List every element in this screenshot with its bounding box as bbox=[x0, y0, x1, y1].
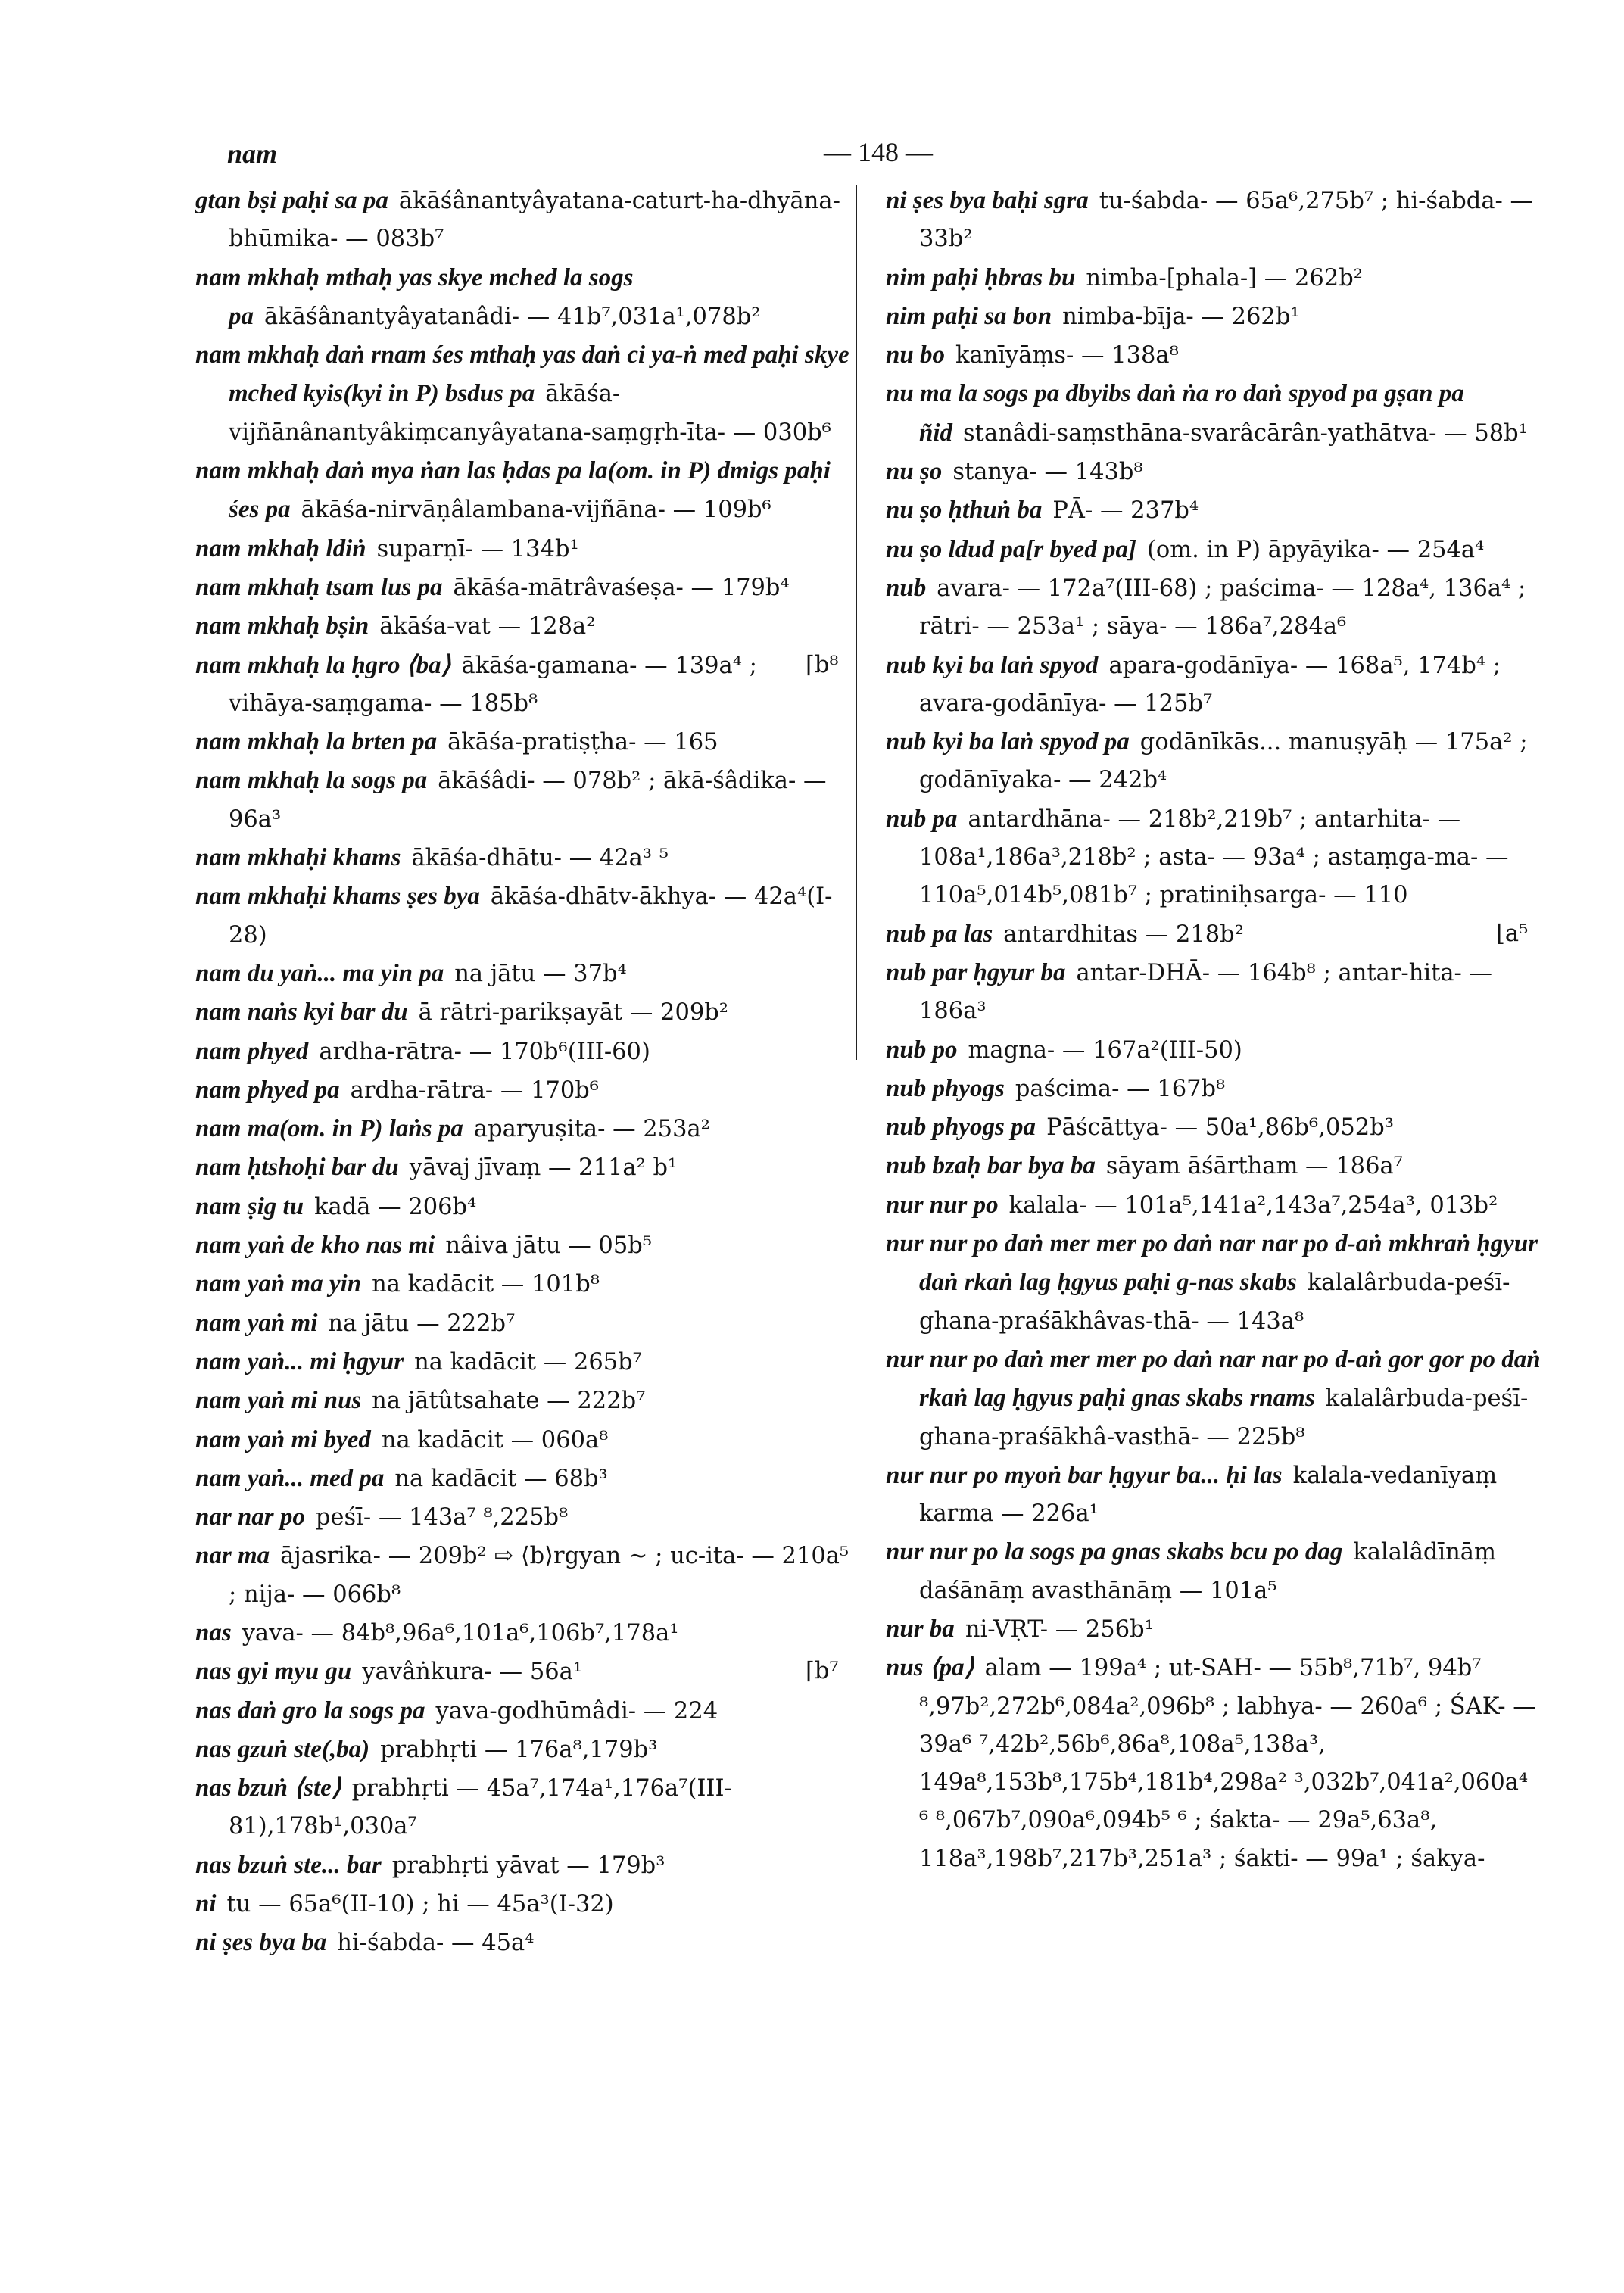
sanskrit-equivalent: nimba-bīja- — 262b¹ bbox=[1062, 303, 1300, 330]
dictionary-entry bbox=[886, 1108, 1545, 1147]
sanskrit-equivalent: hi-śabda- — 45a⁴ bbox=[337, 1930, 535, 1957]
dictionary-entry bbox=[886, 336, 1545, 375]
dictionary-entry bbox=[195, 259, 854, 337]
tibetan-headword: nam yaṅ mi bbox=[195, 1309, 318, 1337]
sanskrit-equivalent: kanīyāṃs- — 138a⁸ bbox=[955, 342, 1179, 369]
sanskrit-equivalent: kalalâdīnāṃ daśānāṃ avasthānāṃ — 101a⁵ bbox=[919, 1539, 1496, 1604]
dictionary-entry bbox=[886, 298, 1545, 336]
dictionary-entry bbox=[195, 452, 854, 530]
dictionary-entry bbox=[195, 1537, 854, 1614]
tibetan-headword: nam mkhaḥ daṅ rnam śes mthaḥ yas daṅ ci ya-ṅ med paḥi skye mched kyis(kyi in P) bsdus pa bbox=[195, 341, 849, 408]
dictionary-entry bbox=[886, 569, 1545, 646]
dictionary-entry bbox=[195, 1188, 854, 1226]
dictionary-entry bbox=[195, 1924, 854, 1962]
right-column bbox=[886, 182, 1545, 1878]
tibetan-headword: nas bzuṅ ⟨ste⟩ bbox=[195, 1774, 341, 1802]
sanskrit-equivalent: antardhitas — 218b² bbox=[1003, 921, 1244, 948]
dictionary-entry bbox=[195, 1343, 854, 1382]
tibetan-headword: nam yaṅ... mi ḥgyur bbox=[195, 1347, 404, 1375]
sanskrit-equivalent: ākāśa-vijñānânantyâkiṃcanyâyatana-saṃgṛh-īta- — 030b⁶ bbox=[229, 381, 831, 446]
sanskrit-equivalent: ākāśa-vat — 128a² bbox=[379, 613, 596, 640]
dictionary-entry bbox=[886, 1186, 1545, 1225]
left-column bbox=[195, 182, 854, 1963]
sanskrit-equivalent: sāyam āśārtham — 186a⁷ bbox=[1105, 1153, 1403, 1180]
sanskrit-equivalent: PĀ- — 237b⁴ bbox=[1052, 497, 1199, 525]
sanskrit-equivalent: tu — 65a⁶(II-10) ; hi — 45a³(I-32) bbox=[226, 1891, 614, 1918]
dictionary-entry bbox=[195, 955, 854, 993]
continuation-mark: ⌊a⁵ bbox=[1496, 920, 1529, 947]
tibetan-headword: nas bbox=[195, 1618, 232, 1647]
dictionary-entry bbox=[886, 531, 1545, 569]
sanskrit-equivalent: ākāśa-dhātv-ākhya- — 42a⁴(I-28) bbox=[229, 883, 833, 949]
dictionary-entry bbox=[195, 1846, 854, 1885]
tibetan-headword: nam mkhaḥ la brten pa bbox=[195, 728, 438, 756]
tibetan-headword: nam yaṅ mi nus bbox=[195, 1387, 362, 1415]
tibetan-headword: nub par ḥgyur ba bbox=[886, 958, 1066, 986]
sanskrit-equivalent: apara-godānīya- — 168a⁵, 174b⁴ ; avara-godānīya- — 125b⁷ bbox=[919, 652, 1501, 717]
sanskrit-equivalent: na jātu — 37b⁴ bbox=[454, 960, 627, 987]
dictionary-entry bbox=[886, 453, 1545, 491]
tibetan-headword: nas gyi myu gu bbox=[195, 1658, 352, 1686]
sanskrit-equivalent: yavâṅkura- — 56a¹ bbox=[362, 1659, 583, 1686]
tibetan-headword: nam mkhaḥ daṅ mya ṅan las ḥdas pa la(om. in P) dmigs paḥi śes pa bbox=[195, 457, 831, 524]
sanskrit-equivalent: avara- — 172a⁷(III-68) ; paścima- — 128a⁴, 136a⁴ ; rātri- — 253a¹ ; sāya- — 186a⁷,284a⁶ bbox=[919, 575, 1526, 640]
tibetan-headword: nur nur po myoṅ bar ḥgyur ba... ḥi las bbox=[886, 1461, 1283, 1489]
dictionary-entry bbox=[195, 723, 854, 762]
sanskrit-equivalent: suparṇī- — 134b¹ bbox=[376, 535, 579, 562]
sanskrit-equivalent: na kadācit — 68b³ bbox=[394, 1465, 608, 1492]
dictionary-entry bbox=[195, 336, 854, 452]
dictionary-entry bbox=[886, 1649, 1545, 1878]
tibetan-headword: nam mkhaḥ mthaḥ yas skye mched la sogs pa bbox=[195, 263, 634, 330]
sanskrit-equivalent: prabhṛti — 45a⁷,174a¹,176a⁷(III-81),178b¹,030a⁷ bbox=[229, 1775, 732, 1840]
tibetan-headword: nur ba bbox=[886, 1615, 955, 1643]
sanskrit-equivalent: kalala-vedanīyaṃ karma — 226a¹ bbox=[919, 1462, 1498, 1528]
dictionary-entry bbox=[195, 1382, 854, 1420]
sanskrit-equivalent: ākāśa-pratiṣṭha- — 165 bbox=[447, 729, 718, 756]
tibetan-headword: nam mkhaḥ tsam lus pa bbox=[195, 573, 443, 601]
sanskrit-equivalent: (om. in P) āpyāyika- — 254a⁴ bbox=[1146, 536, 1485, 563]
sanskrit-equivalent: na kadācit — 101b⁸ bbox=[372, 1271, 600, 1298]
tibetan-headword: ni bbox=[195, 1890, 217, 1918]
sanskrit-equivalent: ākāśânantyâyatanâdi- — 41b⁷,031a¹,078b² bbox=[264, 303, 761, 330]
tibetan-headword: nar ma bbox=[195, 1542, 270, 1570]
dictionary-entry bbox=[195, 646, 854, 724]
dictionary-entry bbox=[195, 762, 854, 839]
tibetan-headword: nub po bbox=[886, 1036, 958, 1064]
sanskrit-equivalent: paścima- — 167b⁸ bbox=[1015, 1075, 1226, 1102]
dictionary-entry bbox=[886, 182, 1545, 259]
sanskrit-equivalent: prabhṛti yāvat — 179b³ bbox=[391, 1852, 665, 1879]
tibetan-headword: nam du yaṅ... ma yin pa bbox=[195, 959, 444, 987]
dictionary-entry bbox=[195, 1421, 854, 1460]
dictionary-entry bbox=[886, 954, 1545, 1031]
sanskrit-equivalent: tu-śabda- — 65a⁶,275b⁷ ; hi-śabda- — 33b² bbox=[919, 188, 1534, 253]
tibetan-headword: nu ṣo bbox=[886, 458, 943, 486]
continuation-mark: ⌈b⁸ bbox=[806, 651, 839, 678]
dictionary-entry bbox=[886, 1225, 1545, 1341]
tibetan-headword: nus ⟨pa⟩ bbox=[886, 1654, 974, 1682]
dictionary-entry bbox=[195, 1692, 854, 1731]
dictionary-entry bbox=[886, 491, 1545, 530]
tibetan-headword: nam ḥtshoḥi bar du bbox=[195, 1154, 399, 1182]
tibetan-headword: nam yaṅ mi byed bbox=[195, 1425, 371, 1453]
sanskrit-equivalent: kalala- — 101a⁵,141a²,143a⁷,254a³, 013b² bbox=[1008, 1192, 1498, 1219]
tibetan-headword: nub bbox=[886, 574, 927, 602]
tibetan-headword: nub pa las bbox=[886, 920, 993, 948]
dictionary-entry bbox=[195, 1304, 854, 1343]
dictionary-entry bbox=[886, 375, 1545, 453]
tibetan-headword: nur nur po daṅ mer mer po daṅ nar nar po d-aṅ mkhraṅ ḥgyur daṅ rkaṅ lag ḥgyus paḥi g-nas skabs bbox=[886, 1230, 1538, 1297]
tibetan-headword: nas gzuṅ ste(,ba) bbox=[195, 1735, 370, 1763]
tibetan-headword: nam naṅs kyi bar du bbox=[195, 999, 408, 1027]
sanskrit-equivalent: stanâdi-saṃsthāna-svarâcārân-yathātva- — 58b¹ bbox=[963, 419, 1528, 447]
tibetan-headword: nub bzaḥ bar bya ba bbox=[886, 1152, 1096, 1180]
dictionary-entry bbox=[886, 1147, 1545, 1185]
sanskrit-equivalent: antardhāna- — 218b²,219b⁷ ; antarhita- — 108a¹,186a³,218b² ; asta- — 93a⁴ ; astaṃga-ma- — 110a⁵,014b⁵,081b⁷ ; pratiniḥsarga- — 110 bbox=[919, 805, 1509, 909]
sanskrit-equivalent: kalalârbuda-peśī-ghana-praśākhâvas-thā- — 143a⁸ bbox=[919, 1270, 1510, 1335]
column-divider bbox=[856, 185, 857, 1060]
tibetan-headword: ni ṣes bya baḥi sgra bbox=[886, 187, 1089, 214]
tibetan-headword: nas daṅ gro la sogs pa bbox=[195, 1696, 425, 1724]
tibetan-headword: nim paḥi ḥbras bu bbox=[886, 263, 1076, 291]
dictionary-entry bbox=[886, 1341, 1545, 1456]
dictionary-entry bbox=[195, 839, 854, 877]
tibetan-headword: nim paḥi sa bon bbox=[886, 302, 1052, 330]
sanskrit-equivalent: ākāśa-mātrâvaśeṣa- — 179b⁴ bbox=[453, 574, 790, 601]
sanskrit-equivalent: ākāśânantyâyatana-caturt-ha-dhyāna-bhūmika- — 083b⁷ bbox=[229, 188, 840, 253]
tibetan-headword: nub kyi ba laṅ spyod bbox=[886, 651, 1099, 679]
tibetan-headword: nur nur po la sogs pa gnas skabs bcu po dag bbox=[886, 1538, 1343, 1566]
dictionary-entry bbox=[195, 1148, 854, 1187]
tibetan-headword: nam ma(om. in P) laṅs pa bbox=[195, 1115, 463, 1143]
sanskrit-equivalent: na kadācit — 265b⁷ bbox=[414, 1348, 642, 1375]
tibetan-headword: nub phyogs bbox=[886, 1074, 1005, 1102]
sanskrit-equivalent: ājasrika- — 209b² ⇨ ⟨b⟩rgyan ~ ; uc-ita- — 210a⁵ ; nija- — 066b⁸ bbox=[229, 1543, 849, 1608]
tibetan-headword: nam mkhaḥ la sogs pa bbox=[195, 767, 428, 795]
tibetan-headword: nam mkhaḥi khams ṣes bya bbox=[195, 883, 480, 911]
tibetan-headword: nam ṣig tu bbox=[195, 1192, 304, 1220]
sanskrit-equivalent: ākāśâdi- — 078b² ; ākā-śâdika- — 96a³ bbox=[229, 768, 827, 833]
dictionary-entry bbox=[886, 1031, 1545, 1070]
tibetan-headword: nub phyogs pa bbox=[886, 1114, 1036, 1142]
sanskrit-equivalent: antar-DHĀ- — 164b⁸ ; antar-hita- — 186a³ bbox=[919, 959, 1493, 1025]
sanskrit-equivalent: ardha-rātra- — 170b⁶ bbox=[350, 1076, 600, 1104]
continuation-mark: ⌈b⁷ bbox=[806, 1658, 839, 1685]
dictionary-entry bbox=[886, 1456, 1545, 1534]
tibetan-headword: nam mkhaḥ ldiṅ bbox=[195, 534, 366, 562]
sanskrit-equivalent: nâiva jātu — 05b⁵ bbox=[445, 1232, 652, 1260]
sanskrit-equivalent: na jātu — 222b⁷ bbox=[328, 1310, 516, 1337]
tibetan-headword: nas bzuṅ ste... bar bbox=[195, 1851, 382, 1879]
dictionary-entry bbox=[886, 723, 1545, 800]
tibetan-headword: nam mkhaḥ la ḥgro ⟨ba⟩ bbox=[195, 651, 451, 679]
sanskrit-equivalent: kadā — 206b⁴ bbox=[314, 1193, 477, 1220]
tibetan-headword: nur nur po bbox=[886, 1191, 999, 1219]
sanskrit-equivalent: na kadācit — 060a⁸ bbox=[381, 1426, 609, 1453]
tibetan-headword: gtan bṣi paḥi sa pa bbox=[195, 187, 388, 214]
dictionary-entry bbox=[886, 1533, 1545, 1610]
sanskrit-equivalent: ākāśa-gamana- — 139a⁴ ; vihāya-saṃgama- — 185b⁸ bbox=[229, 652, 757, 717]
dictionary-entry bbox=[195, 1110, 854, 1148]
tibetan-headword: nur nur po daṅ mer mer po daṅ nar nar po d-aṅ gor gor po daṅ rkaṅ lag ḥgyus paḥi gnas skabs rnams bbox=[886, 1345, 1541, 1413]
sanskrit-equivalent: ākāśa-dhātu- — 42a³ ⁵ bbox=[411, 845, 669, 872]
sanskrit-equivalent: stanya- — 143b⁸ bbox=[952, 459, 1143, 486]
sanskrit-equivalent: Pāścāttya- — 50a¹,86b⁶,052b³ bbox=[1046, 1114, 1394, 1142]
sanskrit-equivalent: aparyuṣita- — 253a² bbox=[473, 1116, 710, 1143]
sanskrit-equivalent: ardha-rātra- — 170b⁶(III-60) bbox=[319, 1038, 650, 1065]
dictionary-entry bbox=[195, 1885, 854, 1924]
tibetan-headword: nar nar po bbox=[195, 1503, 305, 1531]
sanskrit-equivalent: yava- — 84b⁸,96a⁶,101a⁶,106b⁷,178a¹ bbox=[242, 1619, 679, 1647]
dictionary-entry bbox=[886, 800, 1545, 915]
dictionary-entry bbox=[195, 607, 854, 646]
dictionary-entry bbox=[195, 993, 854, 1032]
dictionary-entry bbox=[195, 1731, 854, 1769]
dictionary-entry bbox=[195, 1226, 854, 1265]
sanskrit-equivalent: na jātûtsahate — 222b⁷ bbox=[372, 1388, 646, 1415]
dictionary-entry bbox=[195, 1071, 854, 1110]
tibetan-headword: nu bo bbox=[886, 341, 945, 369]
sanskrit-equivalent: nimba-[phala-] — 262b² bbox=[1086, 264, 1363, 291]
dictionary-entry bbox=[195, 182, 854, 259]
tibetan-headword: nam mkhaḥ bṣin bbox=[195, 612, 369, 640]
sanskrit-equivalent: magna- — 167a²(III-50) bbox=[968, 1036, 1242, 1064]
dictionary-entry bbox=[886, 1070, 1545, 1108]
sanskrit-equivalent: kalalârbuda-peśī-ghana-praśākhâ-vasthā- — 225b⁸ bbox=[919, 1385, 1529, 1450]
dictionary-entry bbox=[195, 1460, 854, 1498]
sanskrit-equivalent: yava-godhūmâdi- — 224 bbox=[435, 1697, 718, 1724]
tibetan-headword: nub pa bbox=[886, 805, 958, 833]
tibetan-headword: nam phyed pa bbox=[195, 1076, 340, 1104]
dictionary-entry bbox=[195, 1614, 854, 1653]
sanskrit-equivalent: godānīkās... manuṣyāḥ — 175a² ; godānīyaka- — 242b⁴ bbox=[919, 729, 1528, 794]
sanskrit-equivalent: peśī- — 143a⁷ ⁸,225b⁸ bbox=[315, 1504, 569, 1531]
dictionary-entry bbox=[195, 1653, 854, 1691]
tibetan-headword: nu ṣo ḥthuṅ ba bbox=[886, 497, 1043, 525]
sanskrit-equivalent: ā rātri-parikṣayāt — 209b² bbox=[418, 999, 729, 1027]
sanskrit-equivalent: yāvaj jīvaṃ — 211a² b¹ bbox=[409, 1154, 678, 1182]
sanskrit-equivalent: ākāśa-nirvāṇâlambana-vijñāna- — 109b⁶ bbox=[301, 497, 771, 524]
tibetan-headword: nam yaṅ ma yin bbox=[195, 1270, 362, 1298]
tibetan-headword: nu ṣo ldud pa[r byed pa] bbox=[886, 535, 1136, 563]
tibetan-headword: nam yaṅ de kho nas mi bbox=[195, 1232, 435, 1260]
sanskrit-equivalent: alam — 199a⁴ ; ut-SAH- — 55b⁸,71b⁷, 94b⁷ ⁸,97b²,272b⁶,084a²,096b⁸ ; labhya- — 260a⁶ ; ŚAK- — 39a⁶ ⁷,42b²,56b⁶,86a⁸,108a⁵,138a³, 149a⁸,153b⁸,175b⁴,181b⁴,298a² ³,032b⁷,041a²,060a⁴ ⁶ ⁸,067b⁷,090a⁶,094b⁵ ⁶ ; śakta- — 29a⁵,63a⁸, 118a³,198b⁷,217b³,251a³ ; śakti- — 99a¹ ; śakya- bbox=[919, 1655, 1536, 1872]
dictionary-entry bbox=[195, 1769, 854, 1846]
tibetan-headword: nam mkhaḥi khams bbox=[195, 844, 401, 872]
dictionary-entry bbox=[886, 915, 1545, 954]
sanskrit-equivalent: ni-VṚT- — 256b¹ bbox=[965, 1615, 1154, 1643]
dictionary-entry bbox=[195, 1265, 854, 1304]
tibetan-headword: nub kyi ba laṅ spyod pa bbox=[886, 728, 1130, 756]
dictionary-entry bbox=[195, 530, 854, 569]
dictionary-entry bbox=[886, 646, 1545, 724]
dictionary-entry bbox=[886, 259, 1545, 298]
tibetan-headword: ni ṣes bya ba bbox=[195, 1929, 327, 1957]
dictionary-entry bbox=[195, 1498, 854, 1537]
dictionary-entry bbox=[195, 569, 854, 607]
dictionary-entry bbox=[195, 877, 854, 955]
page-number: — 148 — bbox=[824, 137, 933, 167]
running-head: nam bbox=[227, 139, 278, 169]
sanskrit-equivalent: prabhṛti — 176a⁸,179b³ bbox=[380, 1736, 658, 1763]
tibetan-headword: nam yaṅ... med pa bbox=[195, 1464, 385, 1492]
dictionary-entry bbox=[886, 1610, 1545, 1649]
dictionary-entry bbox=[195, 1033, 854, 1071]
tibetan-headword: nam phyed bbox=[195, 1037, 309, 1065]
tibetan-headword: nu ma la sogs pa dbyibs daṅ ṅa ro daṅ spyod pa gṣan pa ñid bbox=[886, 380, 1464, 447]
